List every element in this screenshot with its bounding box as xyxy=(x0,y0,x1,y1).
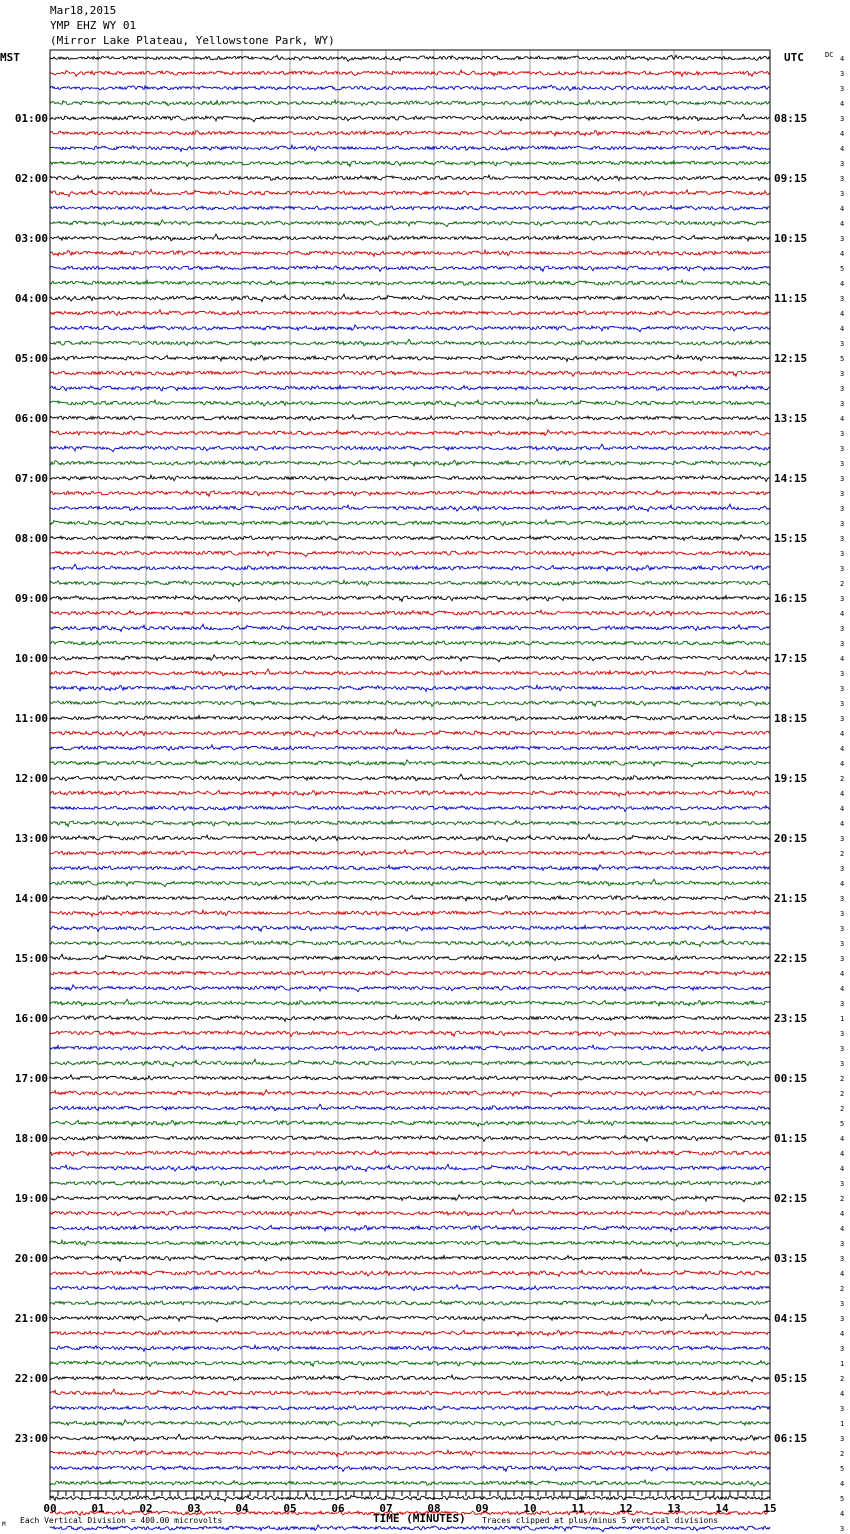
dc-offset: 3 xyxy=(840,940,845,948)
trace-37 xyxy=(50,596,770,602)
trace-48 xyxy=(50,760,770,767)
dc-offset: 4 xyxy=(840,1480,845,1488)
x-tick-label-09: 09 xyxy=(475,1502,489,1515)
vertical-division-note: Each Vertical Division = 400.00 microvolts xyxy=(20,1516,223,1525)
trace-20 xyxy=(50,339,770,346)
trace-93 xyxy=(50,1434,770,1441)
dc-offset: 3 xyxy=(840,1045,845,1053)
dc-offset: 4 xyxy=(840,790,845,798)
x-tick-label-00: 00 xyxy=(43,1502,57,1515)
trace-64 xyxy=(50,999,770,1006)
left-hour-label: 18:00 xyxy=(14,1132,48,1145)
left-hour-label: 04:00 xyxy=(14,292,48,305)
trace-42 xyxy=(50,669,770,676)
dc-offset: 2 xyxy=(840,1090,845,1098)
dc-offset: 3 xyxy=(840,400,845,408)
x-tick-label-05: 05 xyxy=(283,1502,297,1515)
x-axis-label: TIME (MINUTES) xyxy=(373,1512,466,1525)
trace-54 xyxy=(50,850,770,856)
trace-32 xyxy=(50,520,770,526)
trace-81 xyxy=(50,1256,770,1262)
dc-offset: 3 xyxy=(840,625,845,633)
trace-46 xyxy=(50,729,770,736)
trace-29 xyxy=(50,475,770,481)
trace-85 xyxy=(50,1314,770,1322)
trace-55 xyxy=(50,865,770,871)
trace-75 xyxy=(50,1164,770,1171)
x-tick-label-02: 02 xyxy=(139,1502,153,1515)
dc-offset: 3 xyxy=(840,190,845,198)
trace-82 xyxy=(50,1269,770,1276)
dc-offset: 3 xyxy=(840,1525,845,1533)
trace-15 xyxy=(50,266,770,272)
dc-offset: 3 xyxy=(840,1000,845,1008)
trace-88 xyxy=(50,1361,770,1367)
dc-label: DC xyxy=(825,51,834,59)
trace-6 xyxy=(50,130,770,136)
trace-18 xyxy=(50,310,770,316)
trace-84 xyxy=(50,1300,770,1306)
dc-offset: 3 xyxy=(840,1435,845,1443)
dc-offset: 3 xyxy=(840,175,845,183)
right-hour-label: 03:15 xyxy=(774,1252,808,1265)
dc-offset: 4 xyxy=(840,970,845,978)
dc-offset: 3 xyxy=(840,1300,845,1308)
station-code: YMP EHZ WY 01 xyxy=(50,19,137,32)
trace-4 xyxy=(50,100,770,106)
trace-10 xyxy=(50,189,770,196)
dc-offset: 4 xyxy=(840,325,845,333)
dc-offset: 3 xyxy=(840,235,845,243)
dc-offset: 3 xyxy=(840,835,845,843)
trace-71 xyxy=(50,1104,770,1111)
trace-79 xyxy=(50,1225,770,1231)
right-hour-label: 09:15 xyxy=(774,172,808,185)
trace-92 xyxy=(50,1420,770,1427)
trace-27 xyxy=(50,444,770,452)
right-hour-label: 11:15 xyxy=(774,292,808,305)
left-hour-label: 19:00 xyxy=(14,1192,48,1205)
dc-offset: 4 xyxy=(840,730,845,738)
trace-47 xyxy=(50,745,770,751)
dc-offset: 5 xyxy=(840,1120,845,1128)
trace-3 xyxy=(50,85,770,91)
right-hour-label: 01:15 xyxy=(774,1132,808,1145)
trace-96 xyxy=(50,1480,770,1486)
dc-offset: 1 xyxy=(840,1420,845,1428)
dc-offset: 2 xyxy=(840,1105,845,1113)
dc-offset: 3 xyxy=(840,1240,845,1248)
right-hour-label: 06:15 xyxy=(774,1432,808,1445)
x-tick-label-07: 07 xyxy=(379,1502,393,1515)
left-hour-label: 12:00 xyxy=(14,772,48,785)
dc-offset: 3 xyxy=(840,595,845,603)
dc-offset: 5 xyxy=(840,355,845,363)
dc-offset: 2 xyxy=(840,775,845,783)
dc-offset: 3 xyxy=(840,1030,845,1038)
dc-offset: 4 xyxy=(840,985,845,993)
dc-offset: 4 xyxy=(840,1510,845,1518)
dc-offset: 1 xyxy=(840,1015,845,1023)
x-tick-label-08: 08 xyxy=(427,1502,441,1515)
left-hour-label: 05:00 xyxy=(14,352,48,365)
x-tick-label-01: 01 xyxy=(91,1502,105,1515)
dc-offset: 2 xyxy=(840,850,845,858)
dc-offset: 3 xyxy=(840,1060,845,1068)
trace-38 xyxy=(50,610,770,616)
trace-43 xyxy=(50,685,770,691)
trace-91 xyxy=(50,1406,770,1411)
dc-offset: 3 xyxy=(840,535,845,543)
dc-offset: 4 xyxy=(840,745,845,753)
dc-offset: 3 xyxy=(840,685,845,693)
trace-87 xyxy=(50,1345,770,1351)
trace-2 xyxy=(50,70,770,76)
trace-23 xyxy=(50,386,770,391)
right-timezone-label: UTC xyxy=(784,51,804,64)
trace-22 xyxy=(50,371,770,377)
trace-9 xyxy=(50,175,770,181)
left-hour-label: 20:00 xyxy=(14,1252,48,1265)
trace-99 xyxy=(50,1525,770,1532)
left-hour-label: 17:00 xyxy=(14,1072,48,1085)
dc-offset: 2 xyxy=(840,1450,845,1458)
right-hour-label: 04:15 xyxy=(774,1312,808,1325)
trace-80 xyxy=(50,1240,770,1246)
dc-offset: 3 xyxy=(840,490,845,498)
right-hour-label: 10:15 xyxy=(774,232,808,245)
trace-67 xyxy=(50,1045,770,1051)
x-tick-label-13: 13 xyxy=(667,1502,681,1515)
dc-offset: 5 xyxy=(840,1495,845,1503)
dc-offset: 3 xyxy=(840,520,845,528)
trace-89 xyxy=(50,1375,770,1381)
dc-offset: 4 xyxy=(840,610,845,618)
dc-offset: 2 xyxy=(840,1195,845,1203)
left-hour-label: 09:00 xyxy=(14,592,48,605)
trace-7 xyxy=(50,145,770,151)
trace-36 xyxy=(50,580,770,586)
left-hour-label: 14:00 xyxy=(14,892,48,905)
dc-offset: 3 xyxy=(840,670,845,678)
dc-offset: 3 xyxy=(840,370,845,378)
x-tick-label-12: 12 xyxy=(619,1502,633,1515)
trace-63 xyxy=(50,985,770,992)
dc-offset: 2 xyxy=(840,1285,845,1293)
dc-offset: 3 xyxy=(840,925,845,933)
dc-offset: 3 xyxy=(840,160,845,168)
x-tick-label-11: 11 xyxy=(571,1502,585,1515)
trace-90 xyxy=(50,1389,770,1395)
left-hour-label: 01:00 xyxy=(14,112,48,125)
x-tick-label-15: 15 xyxy=(763,1502,777,1515)
x-tick-label-14: 14 xyxy=(715,1502,729,1515)
trace-49 xyxy=(50,774,770,781)
left-hour-label: 03:00 xyxy=(14,232,48,245)
trace-57 xyxy=(50,895,770,901)
left-hour-label: 16:00 xyxy=(14,1012,48,1025)
dc-offset: 4 xyxy=(840,280,845,288)
trace-73 xyxy=(50,1136,770,1142)
x-tick-label-06: 06 xyxy=(331,1502,345,1515)
x-tick-label-04: 04 xyxy=(235,1502,249,1515)
left-hour-label: 07:00 xyxy=(14,472,48,485)
dc-offset: 4 xyxy=(840,1225,845,1233)
right-hour-label: 15:15 xyxy=(774,532,808,545)
trace-30 xyxy=(50,491,770,497)
right-hour-label: 00:15 xyxy=(774,1072,808,1085)
dc-offset: 3 xyxy=(840,1405,845,1413)
dc-offset: 4 xyxy=(840,1135,845,1143)
trace-16 xyxy=(50,280,770,285)
trace-17 xyxy=(50,294,770,301)
trace-95 xyxy=(50,1466,770,1472)
x-tick-label-10: 10 xyxy=(523,1502,537,1515)
dc-offset: 2 xyxy=(840,1075,845,1083)
trace-8 xyxy=(50,161,770,167)
left-hour-label: 06:00 xyxy=(14,412,48,425)
dc-offset: 5 xyxy=(840,1465,845,1473)
trace-41 xyxy=(50,655,770,662)
dc-offset: 3 xyxy=(840,700,845,708)
trace-77 xyxy=(50,1195,770,1202)
dc-offset: 1 xyxy=(840,1360,845,1368)
right-hour-label: 22:15 xyxy=(774,952,808,965)
left-hour-label: 08:00 xyxy=(14,532,48,545)
dc-offset: 3 xyxy=(840,715,845,723)
trace-33 xyxy=(50,535,770,541)
right-hour-label: 02:15 xyxy=(774,1192,808,1205)
seismic-traces xyxy=(50,55,770,1534)
dc-offset: 3 xyxy=(840,115,845,123)
left-hour-label: 10:00 xyxy=(14,652,48,665)
right-hour-label: 23:15 xyxy=(774,1012,808,1025)
dc-offset: 3 xyxy=(840,640,845,648)
dc-offset: 4 xyxy=(840,220,845,228)
trace-65 xyxy=(50,1015,770,1021)
left-hour-label: 22:00 xyxy=(14,1372,48,1385)
clip-note: Traces clipped at plus/minus 5 vertical divisions xyxy=(482,1516,719,1525)
trace-19 xyxy=(50,325,770,332)
dc-offset: 3 xyxy=(840,1180,845,1188)
chart-date: Mar18,2015 xyxy=(50,4,117,17)
right-hour-label: 20:15 xyxy=(774,832,808,845)
trace-70 xyxy=(50,1090,770,1097)
dc-offset: 4 xyxy=(840,820,845,828)
trace-86 xyxy=(50,1330,770,1336)
right-hour-label: 17:15 xyxy=(774,652,808,665)
trace-94 xyxy=(50,1450,770,1456)
dc-offset: 4 xyxy=(840,1330,845,1338)
dc-offset: 4 xyxy=(840,145,845,153)
left-hour-label: 15:00 xyxy=(14,952,48,965)
dc-offset: 3 xyxy=(840,1315,845,1323)
dc-offset: 4 xyxy=(840,1390,845,1398)
dc-offset: 4 xyxy=(840,100,845,108)
left-hour-label: 11:00 xyxy=(14,712,48,725)
trace-26 xyxy=(50,430,770,436)
trace-62 xyxy=(50,971,770,976)
dc-offset: 4 xyxy=(840,55,845,63)
dc-offset: 3 xyxy=(840,385,845,393)
trace-52 xyxy=(50,821,770,827)
right-hour-label: 14:15 xyxy=(774,472,808,485)
dc-offset: 3 xyxy=(840,295,845,303)
dc-offset: 3 xyxy=(840,505,845,513)
dc-offset: 3 xyxy=(840,85,845,93)
station-location: (Mirror Lake Plateau, Yellowstone Park, WY) xyxy=(50,34,335,47)
left-hour-label: 02:00 xyxy=(14,172,48,185)
trace-34 xyxy=(50,551,770,557)
dc-offset: 3 xyxy=(840,445,845,453)
left-timezone-label: MST xyxy=(0,51,20,64)
trace-59 xyxy=(50,926,770,932)
left-hour-label: 13:00 xyxy=(14,832,48,845)
dc-offset: 3 xyxy=(840,865,845,873)
plot-frame xyxy=(50,50,770,1491)
trace-76 xyxy=(50,1180,770,1186)
dc-offset: 2 xyxy=(840,580,845,588)
right-hour-label: 18:15 xyxy=(774,712,808,725)
right-hour-label: 21:15 xyxy=(774,892,808,905)
dc-offset: 4 xyxy=(840,1270,845,1278)
trace-53 xyxy=(50,834,770,841)
dc-offset: 4 xyxy=(840,310,845,318)
dc-offset: 3 xyxy=(840,340,845,348)
trace-40 xyxy=(50,641,770,646)
dc-offset: 3 xyxy=(840,475,845,483)
dc-offset: 4 xyxy=(840,415,845,423)
left-hour-label: 21:00 xyxy=(14,1312,48,1325)
dc-offset: 3 xyxy=(840,955,845,963)
dc-offset: 4 xyxy=(840,1150,845,1158)
dc-offset: 4 xyxy=(840,1210,845,1218)
trace-5 xyxy=(50,114,770,122)
right-hour-label: 05:15 xyxy=(774,1372,808,1385)
trace-28 xyxy=(50,460,770,466)
dc-offset: 4 xyxy=(840,130,845,138)
trace-45 xyxy=(50,715,770,720)
corner-mark: M xyxy=(2,1521,6,1528)
dc-offset: 3 xyxy=(840,895,845,903)
x-tick-label-03: 03 xyxy=(187,1502,201,1515)
dc-offset: 4 xyxy=(840,205,845,213)
trace-25 xyxy=(50,415,770,421)
trace-12 xyxy=(50,220,770,227)
trace-21 xyxy=(50,355,770,361)
trace-66 xyxy=(50,1031,770,1037)
dc-offset: 3 xyxy=(840,70,845,78)
dc-offset: 3 xyxy=(840,550,845,558)
trace-74 xyxy=(50,1151,770,1156)
right-hour-label: 12:15 xyxy=(774,352,808,365)
dc-offset: 4 xyxy=(840,655,845,663)
trace-50 xyxy=(50,790,770,796)
trace-56 xyxy=(50,879,770,887)
dc-offset: 4 xyxy=(840,1165,845,1173)
dc-offset: 2 xyxy=(840,1375,845,1383)
trace-1 xyxy=(50,55,770,61)
trace-69 xyxy=(50,1075,770,1080)
trace-72 xyxy=(50,1120,770,1126)
dc-offset: 4 xyxy=(840,250,845,258)
dc-offset: 4 xyxy=(840,880,845,888)
right-hour-label: 16:15 xyxy=(774,592,808,605)
trace-14 xyxy=(50,250,770,256)
right-hour-label: 19:15 xyxy=(774,772,808,785)
trace-68 xyxy=(50,1059,770,1066)
right-hour-label: 08:15 xyxy=(774,112,808,125)
dc-offset: 4 xyxy=(840,805,845,813)
trace-31 xyxy=(50,504,770,511)
trace-60 xyxy=(50,940,770,946)
trace-39 xyxy=(50,624,770,631)
trace-51 xyxy=(50,806,770,812)
trace-44 xyxy=(50,701,770,707)
trace-83 xyxy=(50,1285,770,1291)
trace-61 xyxy=(50,954,770,960)
chart-grid xyxy=(98,50,722,1491)
trace-11 xyxy=(50,206,770,211)
dc-offset: 3 xyxy=(840,1255,845,1263)
trace-13 xyxy=(50,234,770,241)
dc-offset: 3 xyxy=(840,565,845,573)
left-hour-label: 23:00 xyxy=(14,1432,48,1445)
dc-offset: 5 xyxy=(840,265,845,273)
trace-58 xyxy=(50,910,770,916)
trace-78 xyxy=(50,1209,770,1216)
dc-offset: 4 xyxy=(840,760,845,768)
trace-35 xyxy=(50,564,770,571)
dc-offset: 3 xyxy=(840,910,845,918)
dc-offset: 3 xyxy=(840,460,845,468)
dc-offset: 3 xyxy=(840,1345,845,1353)
trace-24 xyxy=(50,399,770,406)
dc-offset: 3 xyxy=(840,430,845,438)
right-hour-label: 13:15 xyxy=(774,412,808,425)
